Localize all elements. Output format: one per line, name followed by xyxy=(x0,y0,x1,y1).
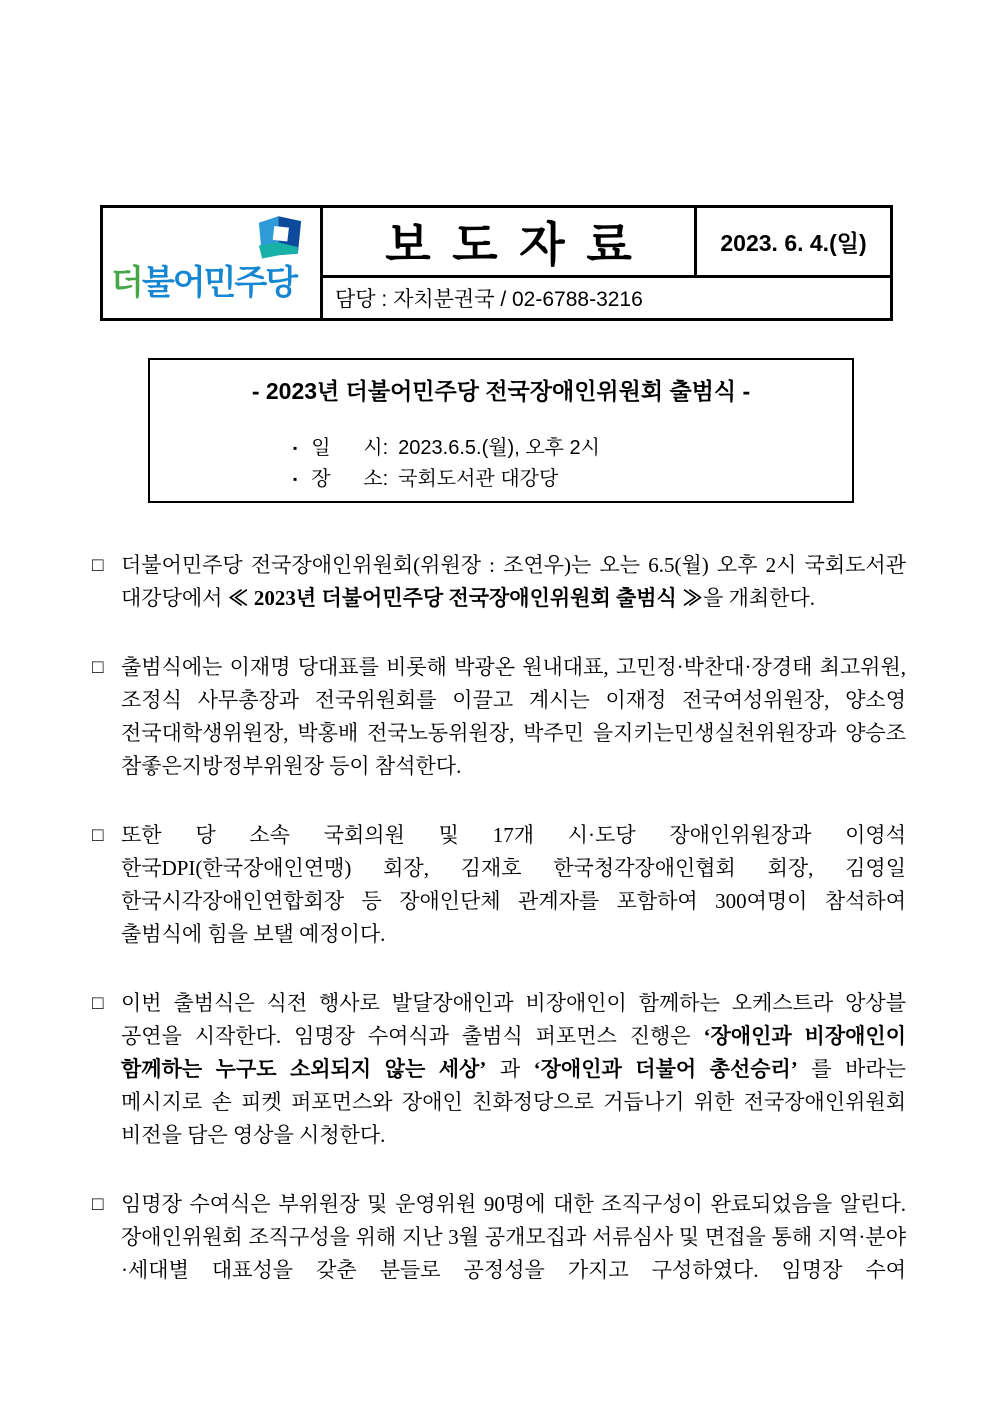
paragraph-text: 더불어민주당 전국장애인위원회(위원장 : 조연우)는 오는 6.5(월) 오후 2시 국회도서관 대강당에서 ≪ 2023년 더불어민주당 전국장애인위원회 출범식 ≫을 개최한다. xyxy=(121,553,906,610)
square-bullet-icon: ▪ xyxy=(293,441,298,455)
document-date: 2023. 6. 4.(일) xyxy=(694,208,890,275)
paragraph xyxy=(92,651,906,783)
event-detail-value: 국회도서관 대강당 xyxy=(398,468,559,490)
event-detail-value: 2023.6.5.(월), 오후 2시 xyxy=(398,437,600,459)
logo-rest-chars: 불어민주당 xyxy=(141,264,297,302)
document-type-title: 보도자료 xyxy=(385,218,654,271)
checkbox-marker-icon: □ xyxy=(92,825,104,846)
contact-info: 담당 : 자치분권국 / 02-6788-3216 xyxy=(323,275,890,318)
paragraph-text: 또한 당 소속 국회의원 및 17개 시·도당 장애인위원장과 이영석 한국DPI(한국장애인연맹) 회장, 김재호 한국청각장애인협회 회장, 김영일 한국시각장애인연합회장 등 장애인단체 관계자를 포함하여 300여명이 참석하여 출범식에 힘을 보탤 예정이다. xyxy=(121,823,906,946)
event-detail-label2: 시: xyxy=(363,437,389,459)
paragraph xyxy=(92,1188,906,1287)
checkbox-marker-icon: □ xyxy=(92,657,104,678)
logo-first-char: 더 xyxy=(111,264,142,302)
header-table xyxy=(100,205,893,321)
party-name-logo xyxy=(111,255,296,304)
event-detail-item xyxy=(293,464,852,495)
body-paragraphs xyxy=(92,549,906,1323)
party-logo xyxy=(103,208,323,318)
checkbox-marker-icon: □ xyxy=(92,993,104,1014)
event-detail-label: 장 xyxy=(311,468,331,490)
event-title: - 2023년 더불어민주당 전국장애인위원회 출범식 - xyxy=(251,378,751,404)
event-details xyxy=(150,433,852,495)
checkbox-marker-icon: □ xyxy=(92,555,104,576)
event-box xyxy=(148,358,854,503)
event-detail-label2: 소: xyxy=(363,468,389,490)
paragraph xyxy=(92,549,906,615)
paragraph xyxy=(92,819,906,951)
paragraph-text: 이번 출범식은 식전 행사로 발달장애인과 비장애인이 함께하는 오케스트라 앙상블 공연을 시작한다. 임명장 수여식과 출범식 퍼포먼스 진행은 ‘장애인과 비장애인이 함께하는 누구도 소외되지 않는 세상’ 과 ‘장애인과 더불어 총선승리’ 를 바라는 메시지로 손 피켓 퍼포먼스와 장애인 친화정당으로 거듭나기 위한 전국장애인위원회 비전을 담은 영상을 시청한다. xyxy=(121,991,906,1147)
checkbox-marker-icon: □ xyxy=(92,1194,104,1215)
event-detail-label: 일 xyxy=(311,437,331,459)
event-detail-item xyxy=(293,433,852,464)
paragraph xyxy=(92,987,906,1152)
paragraph-text: 임명장 수여식은 부위원장 및 운영위원 90명에 대한 조직구성이 완료되었음을 알린다. 장애인위원회 조직구성을 위해 지난 3월 공개모집과 서류심사 및 면접을 통해 지역·분야·세대별 대표성을 갖춘 분들로 공정성을 가지고 구성하였다. 임명장 수여 xyxy=(121,1192,906,1282)
square-bullet-icon: ▪ xyxy=(293,472,298,486)
paragraph-text: 출범식에는 이재명 당대표를 비롯해 박광온 원내대표, 고민정·박찬대·장경태 최고위원, 조정식 사무총장과 전국위원회를 이끌고 계시는 이재정 전국여성위원장, 양소영 전국대학생위원장, 박홍배 전국노동위원장, 박주민 을지키는민생실천위원장과 양승조 참좋은지방정부위원장 등이 참석한다. xyxy=(121,655,906,778)
